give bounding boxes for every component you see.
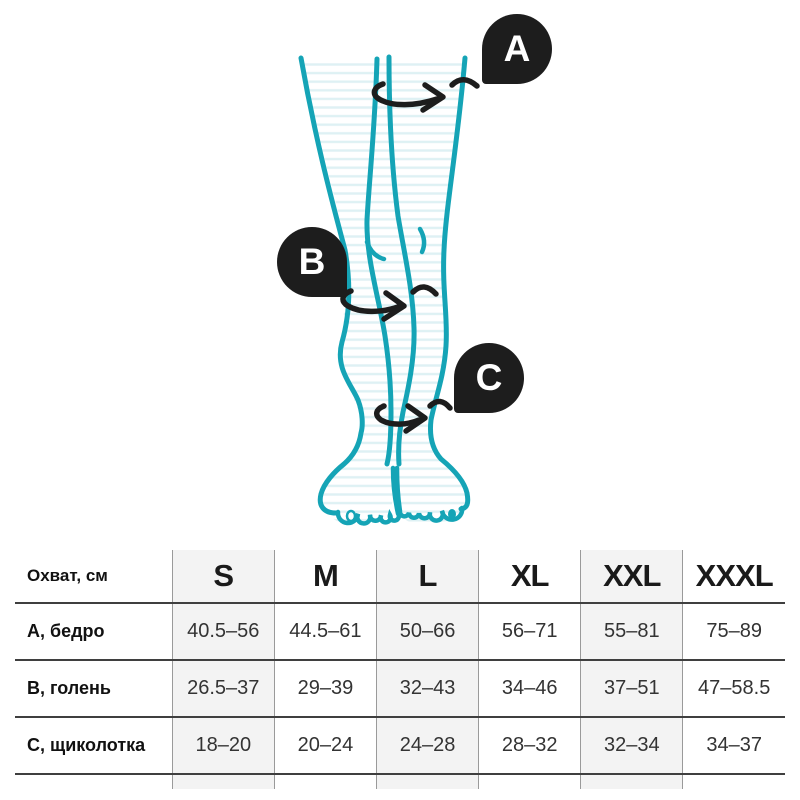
row-label-ankle: С, щиколотка bbox=[27, 735, 146, 755]
ankle-m-value: 20–24 bbox=[274, 717, 376, 774]
size-column-l: L bbox=[376, 550, 478, 603]
thigh-l-value: 50–66 bbox=[376, 603, 478, 660]
size-table bbox=[15, 550, 785, 789]
calf-xl-value: 34–46 bbox=[479, 660, 581, 717]
badge-b bbox=[277, 227, 347, 297]
table-corner-label: Охват, см bbox=[27, 566, 108, 585]
ankle-xxl-value: 32–34 bbox=[581, 717, 683, 774]
table-row-thigh bbox=[15, 603, 785, 660]
thigh-xl-value: 56–71 bbox=[479, 603, 581, 660]
table-bottom-overhang bbox=[15, 774, 785, 789]
badge-a-label: A bbox=[503, 28, 531, 69]
ankle-l-value: 24–28 bbox=[376, 717, 478, 774]
ankle-xxxl-value: 34–37 bbox=[683, 717, 785, 774]
ankle-xl-value: 28–32 bbox=[479, 717, 581, 774]
calf-xxl-value: 37–51 bbox=[581, 660, 683, 717]
thigh-xxl-value: 55–81 bbox=[581, 603, 683, 660]
calf-l-value: 32–43 bbox=[376, 660, 478, 717]
size-column-xxl: XXL bbox=[581, 550, 683, 603]
ankle-s-value: 18–20 bbox=[172, 717, 274, 774]
size-table-header-row bbox=[15, 550, 785, 603]
row-label-calf: В, голень bbox=[27, 678, 111, 698]
badge-c bbox=[454, 343, 524, 413]
table-row-ankle bbox=[15, 717, 785, 774]
badge-c-label: C bbox=[475, 357, 503, 398]
calf-s-value: 26.5–37 bbox=[172, 660, 274, 717]
table-row-calf bbox=[15, 660, 785, 717]
size-column-m: M bbox=[274, 550, 376, 603]
right-toenail bbox=[448, 509, 456, 519]
badge-b-label: B bbox=[298, 241, 326, 282]
thigh-xxxl-value: 75–89 bbox=[683, 603, 785, 660]
row-label-thigh: А, бедро bbox=[27, 621, 105, 641]
thigh-m-value: 44.5–61 bbox=[274, 603, 376, 660]
calf-xxxl-value: 47–58.5 bbox=[683, 660, 785, 717]
size-column-xxxl: XXXL bbox=[683, 550, 785, 603]
left-toenail bbox=[347, 511, 355, 521]
badge-a bbox=[482, 14, 552, 84]
size-column-s: S bbox=[172, 550, 274, 603]
thigh-s-value: 40.5–56 bbox=[172, 603, 274, 660]
size-column-xl: XL bbox=[479, 550, 581, 603]
calf-m-value: 29–39 bbox=[274, 660, 376, 717]
